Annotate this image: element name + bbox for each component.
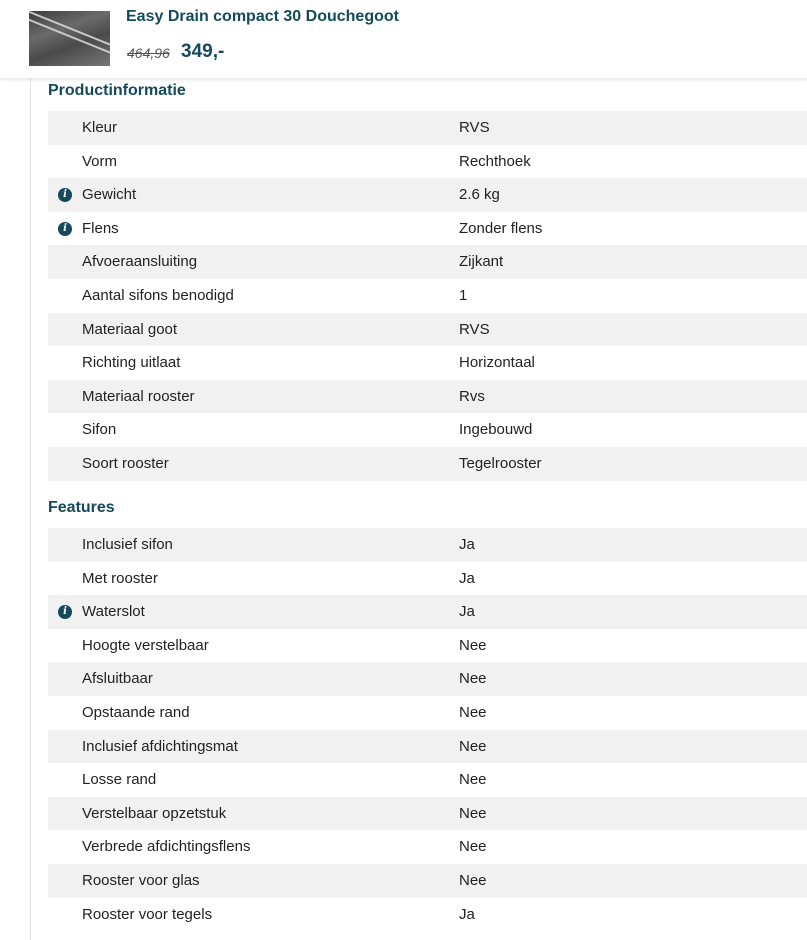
spec-label: Opstaande rand (82, 703, 190, 721)
spec-label: Materiaal goot (82, 320, 178, 338)
product-thumbnail[interactable] (29, 11, 110, 66)
spec-row (48, 528, 807, 562)
spec-row (48, 313, 807, 347)
spec-row (48, 696, 807, 730)
price-current: 349,- (181, 41, 225, 62)
spec-value: RVS (459, 119, 490, 136)
spec-label: Afsluitbaar (82, 670, 153, 688)
spec-row (48, 830, 807, 864)
spec-label: Losse rand (82, 771, 157, 789)
spec-row (48, 730, 807, 764)
spec-value: Ja (459, 603, 475, 621)
spec-label: Waterslot (82, 603, 145, 621)
spec-label: Flens (82, 219, 119, 237)
spec-value: Ja (459, 536, 475, 553)
spec-row (48, 864, 807, 898)
spec-value: Nee (459, 670, 487, 688)
spec-label: Verstelbaar opzetstuk (82, 804, 227, 822)
spec-value: Nee (459, 703, 487, 721)
spec-row (48, 797, 807, 831)
info-icon[interactable]: i (58, 188, 72, 202)
product-header (0, 0, 807, 78)
spec-row (48, 413, 807, 447)
spec-row (48, 447, 807, 481)
spec-row (48, 662, 807, 696)
spec-label: Hoogte verstelbaar (82, 636, 209, 654)
spec-value: Nee (459, 737, 487, 755)
spec-row (48, 245, 807, 279)
spec-value: 1 (459, 286, 468, 304)
spec-value: Nee (459, 636, 487, 654)
spec-row (48, 763, 807, 797)
spec-row (48, 562, 807, 596)
spec-row (48, 212, 807, 246)
spec-label: Met rooster (82, 569, 158, 587)
spec-label: Rooster voor tegels (82, 905, 213, 923)
spec-label: Soort rooster (82, 454, 169, 472)
spec-value: Nee (459, 838, 487, 856)
spec-label: Rooster voor glas (82, 871, 200, 889)
spec-label: Vorm (82, 152, 118, 170)
price-old: 464,96 (127, 45, 170, 61)
spec-row (48, 595, 807, 629)
spec-value: 2.6 kg (459, 186, 500, 204)
spec-label: Inclusief sifon (82, 536, 173, 553)
spec-row (48, 629, 807, 663)
features-table (48, 528, 807, 931)
spec-label: Materiaal rooster (82, 387, 195, 405)
spec-label: Inclusief afdichtingsmat (82, 737, 238, 755)
spec-label: Richting uitlaat (82, 354, 181, 372)
productinformatie-table (48, 111, 807, 481)
spec-label: Kleur (82, 119, 118, 136)
spec-value: Rechthoek (459, 152, 531, 170)
spec-value: Ja (459, 905, 475, 923)
spec-value: RVS (459, 320, 490, 338)
spec-value: Ingebouwd (459, 421, 533, 439)
spec-value: Rvs (459, 387, 485, 405)
spec-row (48, 346, 807, 380)
spec-row (48, 178, 807, 212)
spec-label: Afvoeraansluiting (82, 253, 198, 271)
spec-value: Nee (459, 871, 487, 889)
spec-row (48, 279, 807, 313)
spec-value: Ja (459, 569, 475, 587)
spec-value: Horizontaal (459, 354, 535, 372)
info-icon[interactable]: i (58, 605, 72, 619)
info-icon[interactable]: i (58, 222, 72, 236)
spec-row (48, 380, 807, 414)
spec-value: Nee (459, 804, 487, 822)
spec-label: Gewicht (82, 186, 137, 204)
spec-value: Tegelrooster (459, 454, 542, 472)
spec-value: Nee (459, 771, 487, 789)
spec-row (48, 898, 807, 932)
panel-border (30, 78, 31, 940)
section-title-features: Features (48, 499, 115, 516)
spec-value: Zonder flens (459, 219, 543, 237)
section-title-productinformatie: Productinformatie (48, 82, 186, 99)
spec-value: Zijkant (459, 253, 504, 271)
spec-label: Verbrede afdichtingsflens (82, 838, 251, 856)
spec-row (48, 145, 807, 179)
spec-row (48, 111, 807, 145)
spec-label: Aantal sifons benodigd (82, 286, 234, 304)
product-title[interactable]: Easy Drain compact 30 Douchegoot (126, 8, 399, 25)
spec-label: Sifon (82, 421, 117, 439)
